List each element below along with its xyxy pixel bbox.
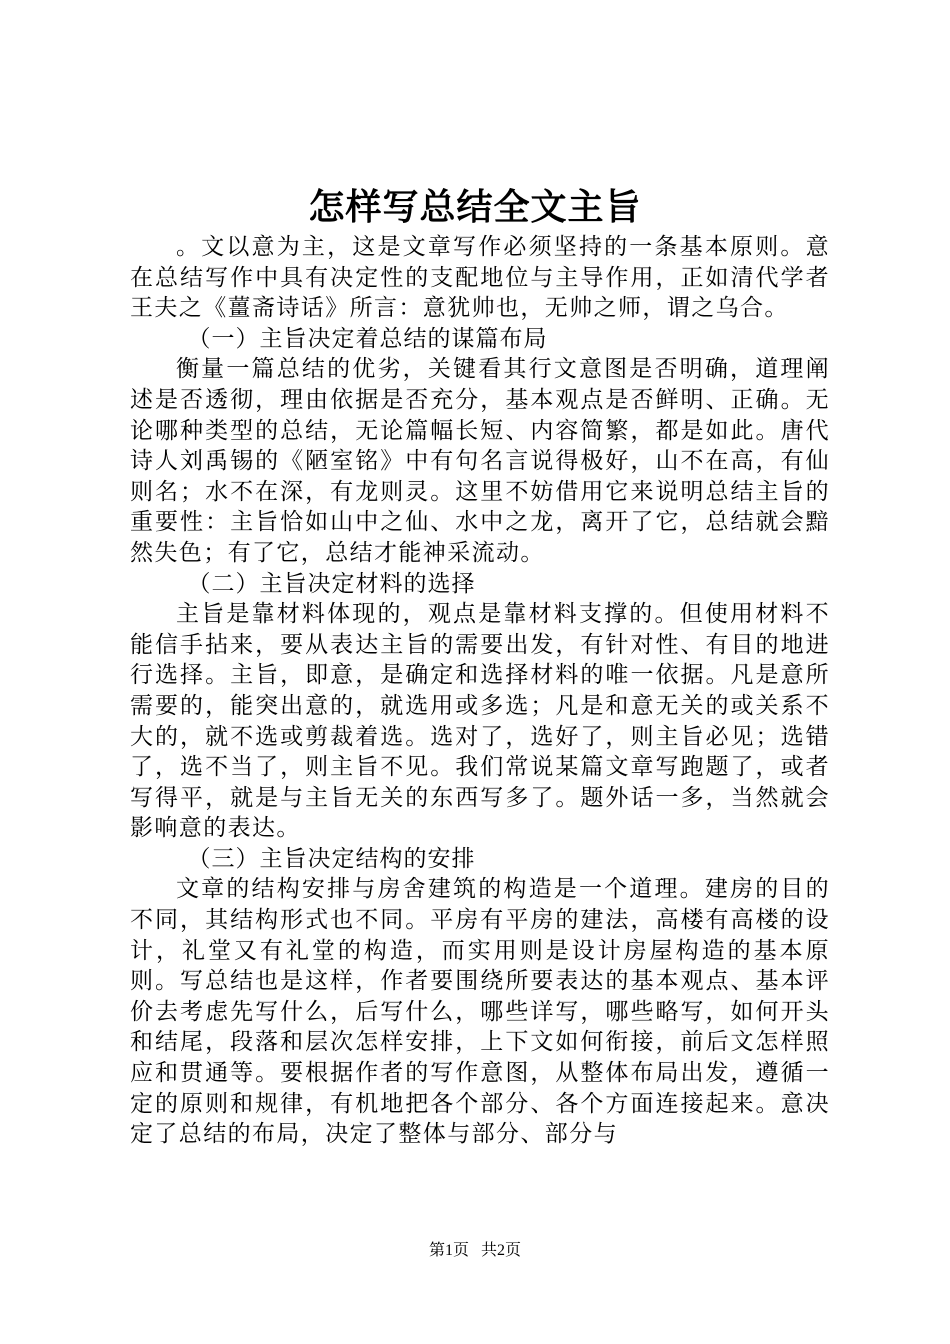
paragraph-section-3: 文章的结构安排与房舍建筑的构造是一个道理。建房的目的不同，其结构形式也不同。平房有平房的建法，高楼有高楼的设计，礼堂又有礼堂的构造，而实用则是设计房屋构造的基本原则。写总结也是这样，作者要围绕所要表达的基本观点、基本评价去考虑先写什么，后写什么，哪些详写，哪些略写，如何开头和结尾，段落和层次怎样安排，上下文如何衔接，前后文怎样照应和贯通等。要根据作者的写作意图，从整体布局出发，遵循一定的原则和规律，有机地把各个部分、各个方面连接起来。意决定了总结的布局，决定了整体与部分、部分与 [130, 876, 830, 1148]
page-total: 共2页 [481, 1242, 522, 1259]
paragraph-intro: 。文以意为主，这是文章写作必须坚持的一条基本原则。意在总结写作中具有决定性的支配地位与主导作用，正如清代学者王夫之《薑斋诗话》所言：意犹帅也，无帅之师，谓之乌合。 [130, 234, 830, 322]
paragraph-section-2: 主旨是靠材料体现的，观点是靠材料支撑的。但使用材料不能信手拈来，要从表达主旨的需要出发，有针对性、有目的地进行选择。主旨，即意，是确定和选择材料的唯一依据。凡是意所需要的，能突出意的，就选用或多选；凡是和意无关的或关系不大的，就不选或剪裁着选。选对了，选好了，则主旨必见；选错了，选不当了，则主旨不见。我们常说某篇文章写跑题了，或者写得平，就是与主旨无关的东西写多了。题外话一多，当然就会影响意的表达。 [130, 601, 830, 842]
section-heading-2: （二）主旨决定材料的选择 [187, 570, 476, 597]
document-body [130, 232, 830, 1150]
page-number: 第1页 [428, 1242, 469, 1259]
page-footer [0, 1241, 950, 1261]
paragraph-section-1: 衡量一篇总结的优劣，关键看其行文意图是否明确，道理阐述是否透彻，理由依据是否充分，基本观点是否鲜明、正确。无论哪种类型的总结，无论篇幅长短、内容简繁，都是如此。唐代诗人刘禹锡的《陋室铭》中有句名言说得极好，山不在高，有仙则名；水不在深，有龙则灵。这里不妨借用它来说明总结主旨的重要性：主旨恰如山中之仙、水中之龙，离开了它，总结就会黯然失色；有了它，总结才能神采流动。 [130, 356, 830, 566]
section-heading-1: （一）主旨决定着总结的谋篇布局 [187, 325, 548, 352]
document-title: 怎样写总结全文主旨 [308, 186, 642, 228]
section-heading-3: （三）主旨决定结构的安排 [187, 845, 476, 872]
